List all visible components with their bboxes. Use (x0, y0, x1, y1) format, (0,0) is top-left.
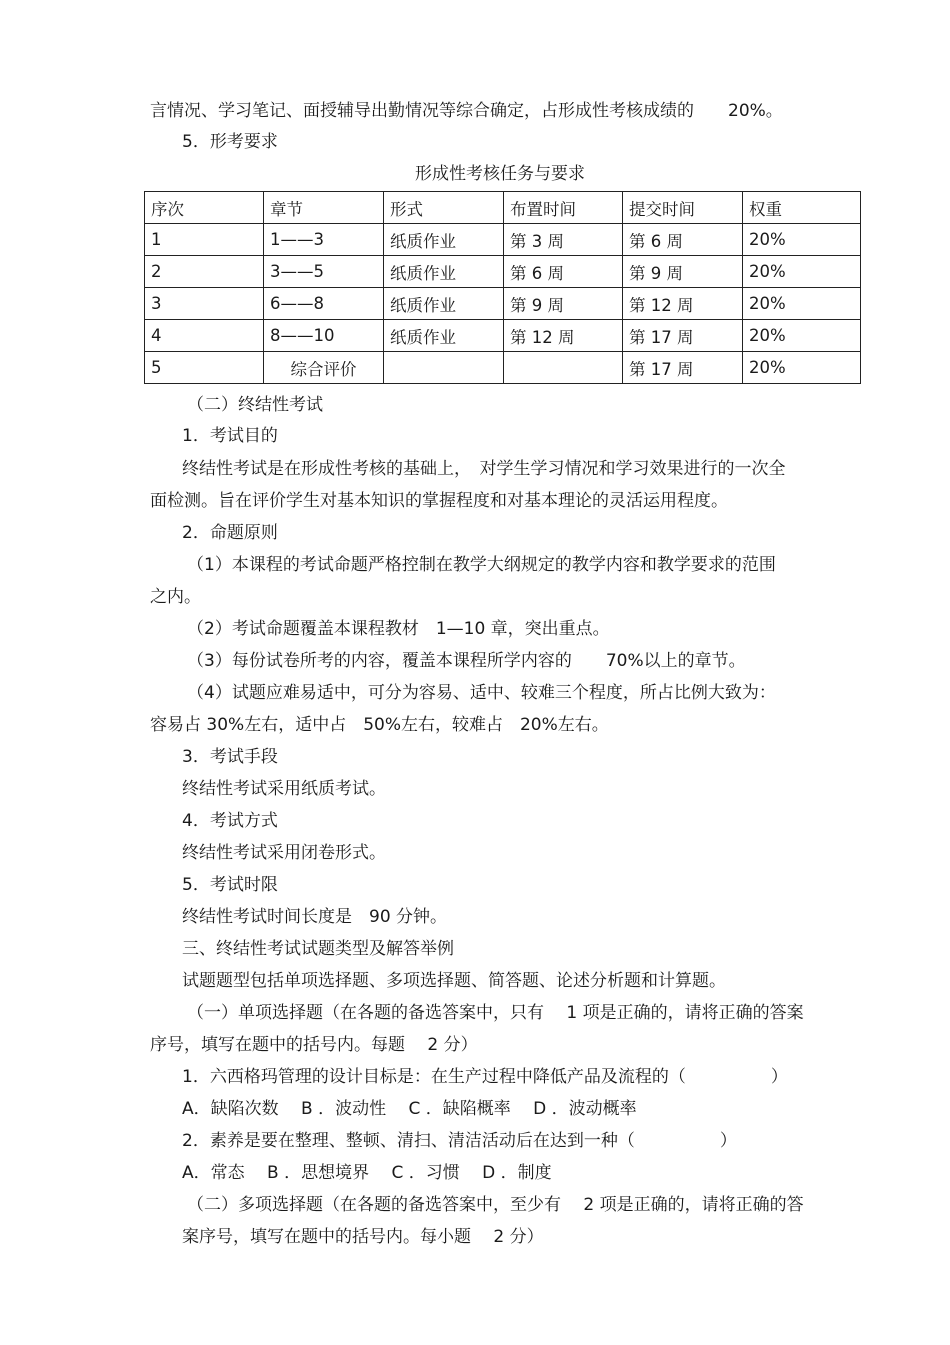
options-line: A．常态 B ．思想境界 C ．习惯 D ．制度 (182, 1163, 552, 1183)
table-cell: 第 12 周 (504, 320, 623, 352)
table-cell: 20% (743, 352, 861, 384)
table-cell: 纸质作业 (384, 224, 504, 256)
table-cell: 纸质作业 (384, 320, 504, 352)
table-cell: 综合评价 (264, 352, 384, 384)
paragraph-line: 面检测。旨在评价学生对基本知识的掌握程度和对基本理论的灵活运用程度。 (150, 491, 728, 511)
table-cell: 第 17 周 (623, 352, 743, 384)
section-heading: 5．考试时限 (182, 875, 278, 895)
table-row (145, 224, 861, 256)
paragraph-line: 终结性考试采用纸质考试。 (182, 779, 386, 799)
table-cell: 2 (145, 256, 264, 288)
table-row (145, 352, 861, 384)
table-cell: 第 9 周 (623, 256, 743, 288)
table-row (145, 256, 861, 288)
section-heading: 3．考试手段 (182, 747, 278, 767)
paragraph-line: （2）考试命题覆盖本课程教材 1—10 章，突出重点。 (187, 619, 610, 639)
header-cell: 提交时间 (623, 192, 743, 224)
section-heading: 4．考试方式 (182, 811, 278, 831)
paragraph-line: 序号，填写在题中的括号内。每题 2 分） (150, 1035, 478, 1055)
table-cell: 5 (145, 352, 264, 384)
question-line: 1．六西格玛管理的设计目标是：在生产过程中降低产品及流程的（ ） (182, 1067, 788, 1087)
table-cell: 6——8 (264, 288, 384, 320)
paragraph-line: 言情况、学习笔记、面授辅导出勤情况等综合确定，占形成性考核成绩的 20%。 (150, 101, 783, 121)
assessment-table (144, 191, 861, 384)
paragraph-line: 试题题型包括单项选择题、多项选择题、简答题、论述分析题和计算题。 (182, 971, 726, 991)
table-cell (504, 352, 623, 384)
header-cell: 形式 (384, 192, 504, 224)
table-header-row (145, 192, 861, 224)
paragraph-line: 终结性考试时间长度是 90 分钟。 (182, 907, 448, 927)
options-line: A．缺陷次数 B ．波动性 C ．缺陷概率 D ．波动概率 (182, 1099, 637, 1119)
section-heading: 5．形考要求 (182, 132, 278, 152)
section-heading: 1．考试目的 (182, 426, 278, 446)
paragraph-line: 之内。 (150, 587, 201, 607)
table-cell (384, 352, 504, 384)
paragraph-line: （一）单项选择题（在各题的备选答案中，只有 1 项是正确的，请将正确的答案 (187, 1003, 804, 1023)
question-line: 2．素养是要在整理、整顿、清扫、清洁活动后在达到一种（ ） (182, 1131, 737, 1151)
header-cell: 权重 (743, 192, 861, 224)
paragraph-line: 终结性考试是在形成性考核的基础上， 对学生学习情况和学习效果进行的一次全 (182, 459, 786, 479)
section-heading: 三、终结性考试试题类型及解答举例 (182, 939, 454, 959)
header-cell: 序次 (145, 192, 264, 224)
paragraph-line: 案序号，填写在题中的括号内。每小题 2 分） (182, 1227, 544, 1247)
table-cell: 4 (145, 320, 264, 352)
table-cell: 20% (743, 256, 861, 288)
table-cell: 纸质作业 (384, 288, 504, 320)
table-cell: 第 9 周 (504, 288, 623, 320)
header-cell: 布置时间 (504, 192, 623, 224)
table-cell: 20% (743, 320, 861, 352)
table-cell: 纸质作业 (384, 256, 504, 288)
table-cell: 20% (743, 224, 861, 256)
table-cell: 3——5 (264, 256, 384, 288)
paragraph-line: （1）本课程的考试命题严格控制在教学大纲规定的教学内容和教学要求的范围 (187, 555, 776, 575)
paragraph-line: （二）多项选择题（在各题的备选答案中，至少有 2 项是正确的，请将正确的答 (187, 1195, 804, 1215)
paragraph-line: 容易占 30%左右，适中占 50%左右，较难占 20%左右。 (150, 715, 609, 735)
table-cell: 第 6 周 (504, 256, 623, 288)
paragraph-line: 终结性考试采用闭卷形式。 (182, 843, 386, 863)
table-cell: 第 17 周 (623, 320, 743, 352)
table-cell: 1 (145, 224, 264, 256)
table-cell: 第 3 周 (504, 224, 623, 256)
paragraph-line: （3）每份试卷所考的内容，覆盖本课程所学内容的 70%以上的章节。 (187, 651, 746, 671)
table-cell: 1——3 (264, 224, 384, 256)
table-cell: 3 (145, 288, 264, 320)
section-heading: 2．命题原则 (182, 523, 278, 543)
header-cell: 章节 (264, 192, 384, 224)
table-cell: 20% (743, 288, 861, 320)
paragraph-line: （4）试题应难易适中，可分为容易、适中、较难三个程度，所占比例大致为： (187, 683, 776, 703)
table-row (145, 288, 861, 320)
table-title: 形成性考核任务与要求 (415, 164, 585, 184)
table-cell: 第 6 周 (623, 224, 743, 256)
table-row (145, 320, 861, 352)
table-cell: 8——10 (264, 320, 384, 352)
section-heading: （二）终结性考试 (187, 395, 323, 415)
table-cell: 第 12 周 (623, 288, 743, 320)
